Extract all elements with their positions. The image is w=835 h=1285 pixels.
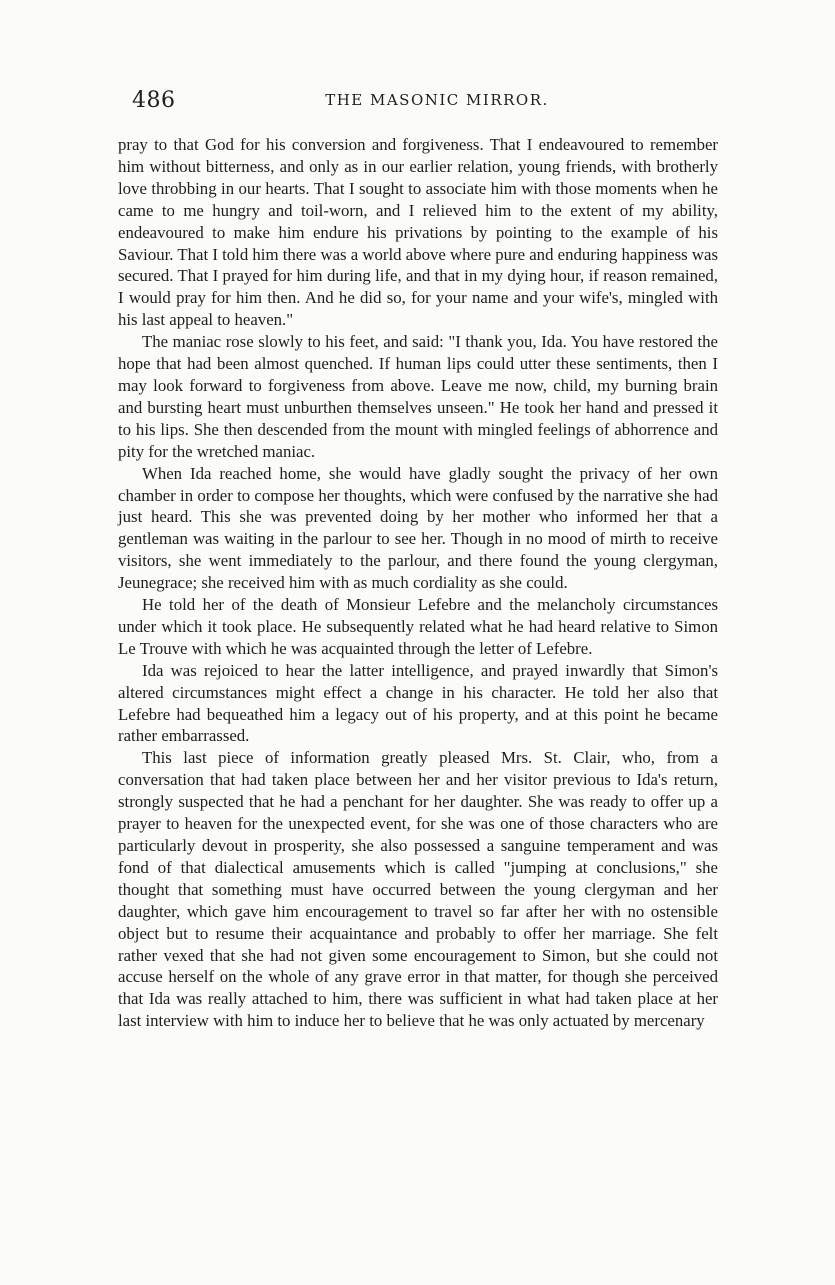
paragraph: This last piece of information greatly pleased Mrs. St. Clair, who, from a conversation that had taken place between her and her visitor previous to Ida's return, strongly suspected that he had a penchant for her daughter. She was ready to offer up a prayer to heaven for the unexpected event, for she was one of those characters who are particularly devout in prosperity, she also possessed a sanguine temperament and was fond of that dialectical amusements which is called "jumping at conclusions," she thought that something must have occurred between the young clergyman and her daughter, which gave him encouragement to travel so far after her with no ostensible object but to resume their acquaintance and probably to offer her marriage. She felt rather vexed that she had not given some encouragement to Simon, but she could not accuse herself on the whole of any grave error in that matter, for though she perceived that Ida was really attached to him, there was sufficient in what had taken place at her last interview with him to induce her to believe that he was only actuated by mercenary	[118, 748, 718, 1031]
paragraph: When Ida reached home, she would have gladly sought the privacy of her own chamber in order to compose her thoughts, which were confused by the narrative she had just heard. This she was prevented doing by her mother who informed her that a gentleman was waiting in the parlour to see her. Though in no mood of mirth to receive visitors, she went immediately to the parlour, and there found the young clergyman, Jeunegrace; she received him with as much cordiality as she could.	[118, 463, 718, 593]
page-number: 486	[132, 88, 176, 113]
body-text	[118, 134, 718, 1032]
running-head: THE MASONIC MIRROR.	[325, 91, 549, 109]
paragraph: The maniac rose slowly to his feet, and said: "I thank you, Ida. You have restored the hope that had been almost quenched. If human lips could utter these sentiments, then I may look forward to forgiveness from above. Leave me now, child, my burning brain and bursting heart must unburthen themselves unseen." He took her hand and pressed it to his lips. She then descended from the mount with mingled feelings of abhorrence and pity for the wretched maniac.	[118, 332, 718, 461]
page-header	[132, 88, 712, 118]
paragraph: Ida was rejoiced to hear the latter intelligence, and prayed inwardly that Simon's altered circumstances might effect a change in his character. He told her also that Lefebre had bequeathed him a legacy out of his property, and at this point he became rather embarrassed.	[118, 660, 718, 746]
paragraph: He told her of the death of Monsieur Lefebre and the melancholy circumstances under which it took place. He subsequently related what he had heard relative to Simon Le Trouve with which he was acquainted through the letter of Lefebre.	[118, 595, 718, 658]
paragraph: pray to that God for his conversion and forgiveness. That I endeavoured to remember him without bitterness, and only as in our earlier relation, young friends, with brotherly love throbbing in our hearts. That I sought to associate him with those moments when he came to me hungry and toil-worn, and I relieved him to the extent of my ability, endeavoured to make him endure his privations by pointing to the example of his Saviour. That I told him there was a world above where pure and enduring happiness was secured. That I prayed for him during life, and that in my dying hour, if reason remained, I would pray for him then. And he did so, for your name and your wife's, mingled with his last appeal to heaven."	[118, 135, 718, 330]
